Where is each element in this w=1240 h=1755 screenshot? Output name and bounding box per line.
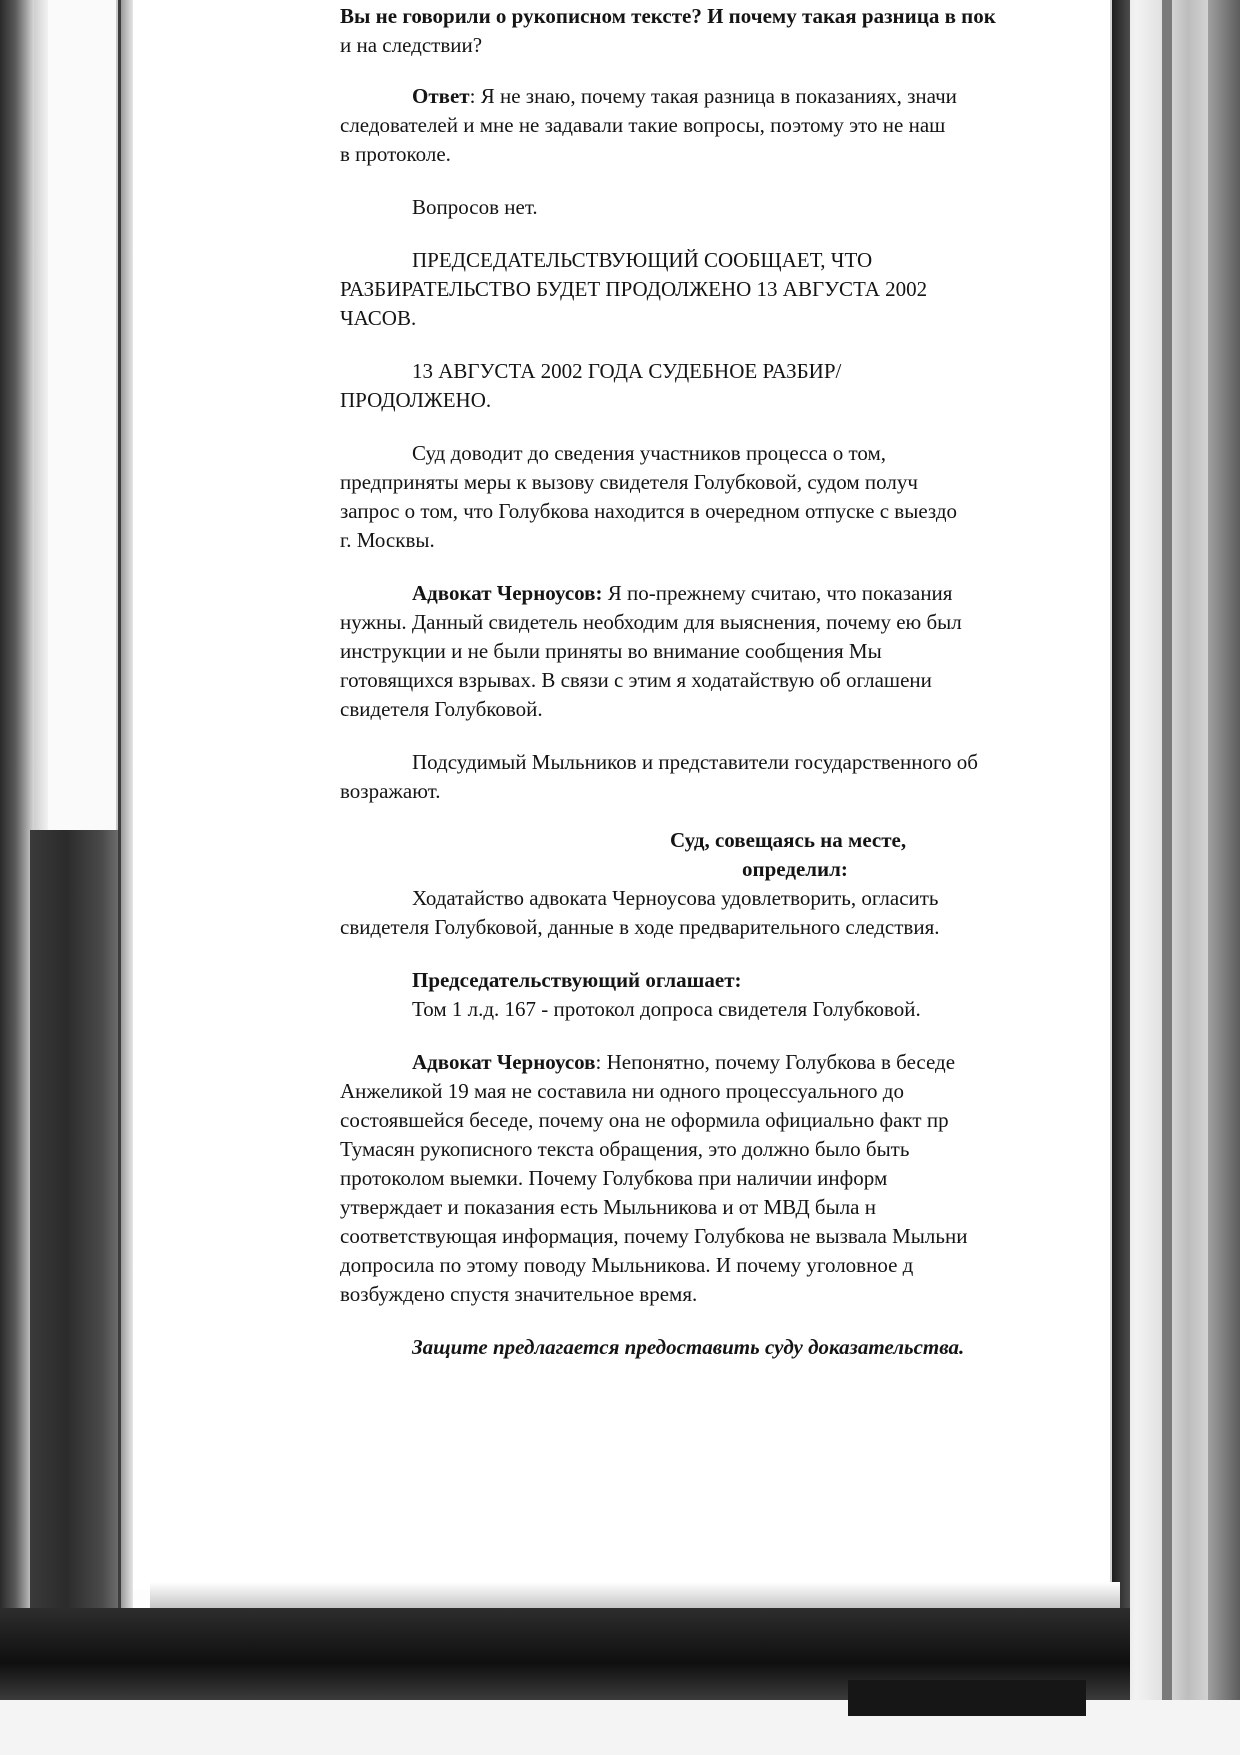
lawyer-2-line-4: Тумасян рукописного текста обращения, это должно было быть (340, 1137, 910, 1161)
defendant-line-2: возражают. (340, 779, 441, 803)
lawyer-2-line-2: Анжеликой 19 мая не составила ни одного процессуального до (340, 1079, 904, 1103)
closing-paragraph (340, 1333, 1100, 1362)
scan-strip-right (1162, 0, 1172, 1755)
no-questions-text: Вопросов нет. (412, 195, 538, 219)
lawyer-1-line-5: свидетеля Голубковой. (340, 697, 543, 721)
defendant-line-1: Подсудимый Мыльников и представители государственного об (412, 750, 978, 774)
lawyer-2-line-5: протоколом выемки. Почему Голубкова при наличии информ (340, 1166, 888, 1190)
lawyer-1-line-1: Я по-прежнему считаю, что показания (602, 581, 953, 605)
court-heading-line-1: Суд, совещаясь на месте, (670, 828, 907, 852)
chair-reads-line-1: Том 1 л.д. 167 - протокол допроса свидетеля Голубковой. (412, 997, 921, 1021)
ruling-line-2: свидетеля Голубковой, данные в ходе предварительного следствия. (340, 915, 940, 939)
chair-announce-line-3: ЧАСОВ. (340, 306, 417, 330)
court-info-paragraph (340, 439, 1100, 555)
lawyer-statement-2 (340, 1048, 1100, 1309)
court-info-line-3: запрос о том, что Голубкова находится в очередном отпуске с выездо (340, 499, 958, 523)
resumed-line-1: 13 АВГУСТА 2002 ГОДА СУДЕБНОЕ РАЗБИР/ (412, 359, 842, 383)
resumed-paragraph (340, 357, 1100, 415)
court-heading-line-2: определил: (742, 857, 848, 881)
lawyer-2-line-7: соответствующая информация, почему Голубкова не вызвала Мыльни (340, 1224, 968, 1248)
question-line-1: Вы не говорили о рукописном тексте? И почему такая разница в пок (340, 4, 996, 28)
ruling-paragraph (340, 884, 1100, 942)
scan-edge-far-right (1208, 0, 1240, 1755)
answer-line-2: следователей и мне не задавали такие вопросы, поэтому это не наш (340, 113, 946, 137)
document-text (340, 2, 1100, 1422)
lawyer-statement-1 (340, 579, 1100, 724)
defendant-paragraph (340, 748, 1100, 806)
answer-line-1: : Я не знаю, почему такая разница в показаниях, значи (469, 84, 957, 108)
lawyer-2-line-1: : Непонятно, почему Голубкова в беседе (595, 1050, 956, 1074)
scan-shadow-left (30, 830, 120, 1620)
chair-announce-line-2: РАЗБИРАТЕЛЬСТВО БУДЕТ ПРОДОЛЖЕНО 13 АВГУСТА 2002 (340, 277, 928, 301)
question-tail (340, 2, 1100, 60)
scan-shadow-right (1112, 0, 1130, 1610)
ruling-line-1: адвоката Черноусова удовлетворить, огласить (523, 886, 939, 910)
lawyer-label-1: Адвокат Черноусов: (412, 581, 603, 605)
answer-label: Ответ (412, 84, 470, 108)
lawyer-2-line-8: допросила по этому поводу Мыльникова. И почему уголовное д (340, 1253, 914, 1277)
closing-text: Защите предлагается предоставить суду доказательства. (412, 1335, 965, 1359)
scan-edge-left (0, 0, 34, 1755)
court-heading (340, 826, 1100, 884)
scan-edge-left-inner (34, 0, 48, 830)
lawyer-label-2: Адвокат Черноусов (412, 1050, 596, 1074)
court-info-line-2: предприняты меры к вызову свидетеля Голубковой, судом получ (340, 470, 918, 494)
chair-announce-line-1: ПРЕДСЕДАТЕЛЬСТВУЮЩИЙ СООБЩАЕТ, ЧТО (412, 248, 873, 272)
no-questions (340, 193, 1100, 222)
question-line-2: и на следствии? (340, 33, 483, 57)
lawyer-1-line-2: нужны. Данный свидетель необходим для выяснения, почему ею был (340, 610, 962, 634)
answer-paragraph (340, 82, 1100, 169)
court-info-line-1: Суд доводит до сведения участников процесса о том, (412, 441, 887, 465)
lawyer-2-line-9: возбуждено спустя значительное время. (340, 1282, 698, 1306)
lawyer-1-line-4: готовящихся взрывах. В связи с этим я ходатайствую об оглашени (340, 668, 932, 692)
scan-fold-gradient (121, 0, 133, 1620)
answer-line-3: в протоколе. (340, 142, 451, 166)
chair-reads-paragraph (340, 966, 1100, 1024)
scan-band-left (48, 0, 118, 830)
lawyer-2-line-6: утверждает и показания есть Мыльникова и от МВД была н (340, 1195, 876, 1219)
court-info-line-4: г. Москвы. (340, 528, 435, 552)
chair-announce (340, 246, 1100, 333)
lawyer-2-line-3: состоявшейся беседе, почему она не оформила официально факт пр (340, 1108, 949, 1132)
resumed-line-2: ПРОДОЛЖЕНО. (340, 388, 492, 412)
scan-black-bar (848, 1680, 1086, 1716)
lawyer-1-line-3: инструкции и не были приняты во внимание сообщения Мы (340, 639, 882, 663)
ruling-label: Ходатайство (412, 886, 524, 910)
chair-reads-label: Председательствующий оглашает: (412, 968, 742, 992)
